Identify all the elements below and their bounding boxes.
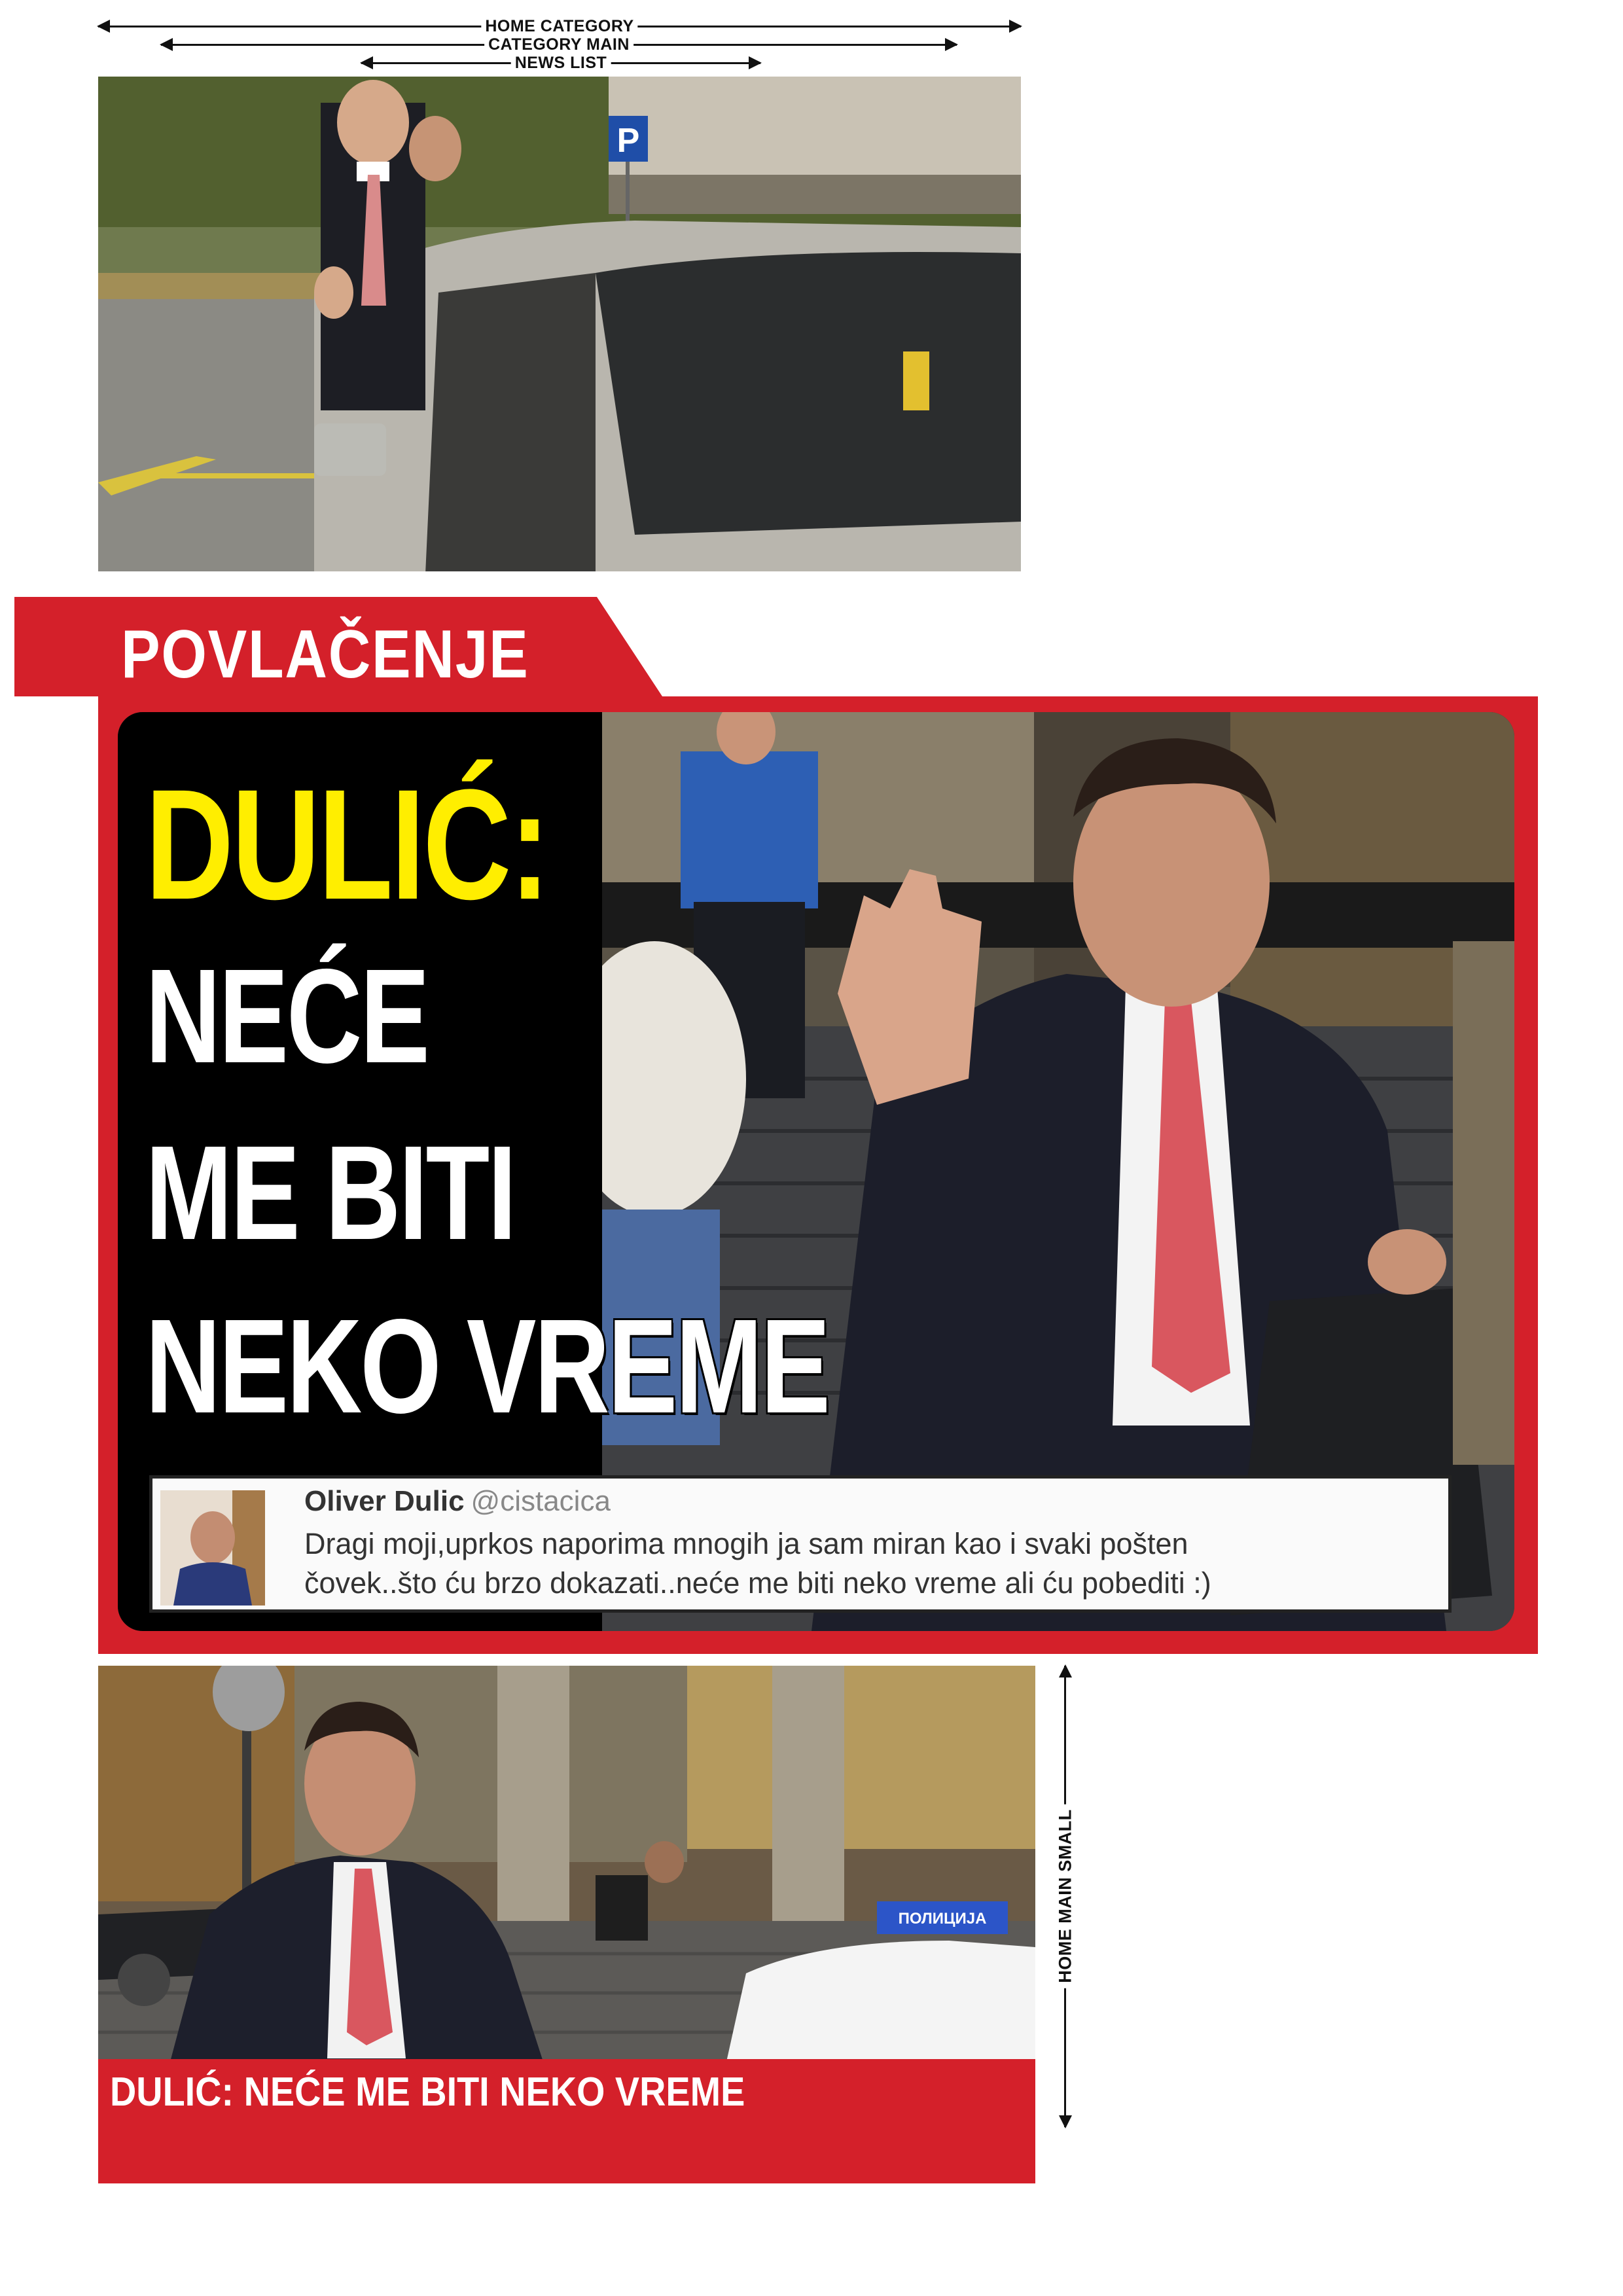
parking-sign: P [616,122,640,160]
arrow-down-icon [1059,2115,1072,2128]
category-main-dimension [161,37,957,52]
arrow-left-icon [160,38,173,51]
home-category-dimension [98,18,1021,34]
news-list-dimension [361,55,760,71]
arrow-left-icon [360,56,373,69]
category-main-label: CATEGORY MAIN [484,35,633,54]
arrow-right-icon [1009,20,1022,33]
news-list-label: NEWS LIST [511,54,611,72]
kicker-label: POVLAČENJE [121,617,529,692]
headline-line-1: DULIĆ: [145,757,548,932]
small-card-photo [98,1666,1035,2062]
top-photo-man-entering-car [98,77,1021,571]
tweet-author-name: Oliver Dulic [304,1485,465,1517]
tweet-text [304,1524,1436,1603]
home-category-label: HOME CATEGORY [481,17,637,35]
headline-line-3: ME BITI [145,1118,515,1268]
arrow-right-icon [749,56,762,69]
small-card-caption: DULIĆ: NEĆE ME BITI NEKO VREME [110,2070,745,2115]
headline-line-4: NEKO VREME [145,1291,829,1441]
headline-line-2: NEĆE [145,941,428,1091]
tweet-text-line-1: Dragi moji,uprkos naporima mnogih ja sam miran kao i svaki pošten [304,1527,1188,1560]
police-car-label: ПОЛИЦИЈА [898,1910,987,1928]
tweet-text-line-2: čovek..što ću brzo dokazati..neće me biti neko vreme ali ću pobediti :) [304,1566,1211,1600]
arrow-right-icon [945,38,958,51]
arrow-left-icon [97,20,110,33]
tweet-author [304,1485,611,1518]
arrow-up-icon [1059,1664,1072,1677]
tweet-avatar [160,1490,265,1605]
home-main-small-label: HOME MAIN SMALL [1056,1804,1076,1988]
tweet-handle: @cistacica [471,1485,611,1517]
home-main-small-dimension [1052,1666,1079,2127]
tweet-embed [149,1475,1452,1613]
